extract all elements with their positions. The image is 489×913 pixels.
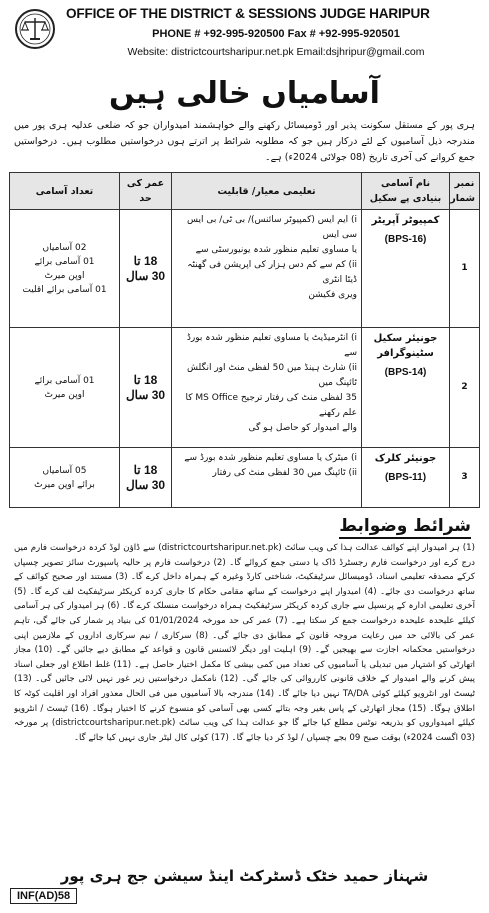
qualification-line: ویری فکیشن	[308, 290, 357, 300]
count-line: 05 آسامیاں	[42, 465, 87, 476]
phone-fax-line: PHONE # +92-995-920500 Fax # +92-995-920501	[152, 28, 400, 40]
scales-of-justice-seal-icon	[14, 8, 56, 50]
website-email-line: Website: districtcourtsharipur.net.pk Email:dsjhripur@gmail.com	[127, 46, 425, 58]
header-post-count: تعداد آسامی	[10, 173, 120, 210]
serial-number: 3	[450, 448, 480, 508]
main-title: آسامیاں خالی ہیں	[109, 76, 380, 111]
serial-number: 2	[450, 328, 480, 448]
qualification-cell	[172, 210, 362, 328]
count-line: برائے اوپن میرٹ	[34, 479, 95, 490]
age-from: 18 تا	[133, 253, 158, 268]
count-line: 01 آسامی برائے اقلیت	[22, 284, 107, 295]
inf-code-badge: INF(AD)58	[10, 888, 77, 904]
post-cell	[362, 210, 450, 328]
signature-line: شہناز حمید خٹک ڈسٹرکٹ اینڈ سیشن جج ہری پور	[60, 867, 429, 885]
age-cell	[120, 448, 172, 508]
count-line: اوپن میرٹ	[44, 270, 85, 281]
count-line: 02 آسامیاں	[42, 242, 87, 253]
count-cell	[10, 328, 120, 448]
table-row	[10, 328, 480, 448]
count-line: 01 آسامی برائے	[34, 375, 95, 386]
bps-scale: (BPS-14)	[384, 367, 427, 378]
qualification-line: یا مساوی تعلیم منظور شدہ یونیورسٹی سے	[195, 245, 357, 255]
terms-paragraph: (1) ہر امیدوار اپنے کوائف عدالت ہذا کی ویب سائٹ (districtcourtsharipur.net.pk) سے ڈاؤن لوڈ کردہ درخواست فارم میں درج کرے اور درخواست فارم رجسٹرڈ ڈاک یا دستی جمع کروائے گا۔ (2) درخواست فارم پر حالیہ پاسپورٹ سائز تصویر چسپاں کرکے مصدقہ تعلیمی اسناد، ڈومیسائل سرٹیفکیٹ، شناختی کارڈ وغیرہ کے ہمراہ داخل کرے گا۔ (3) مستند اور صحیح کوائف کے ساتھ درخواست دی جائے۔ (4) امیدوار اپنے درخواست کے ساتھ مقامی حکام کا جاری کردہ کریکٹر سرٹیفکیٹ لف کرے گا۔ (5) آخری تعلیمی ادارہ کے پرنسپل سے جاری کردہ کریکٹر سرٹیفکیٹ ہمراہ درخواست منسلک کرے گا۔ (6) ہر امیدوار کی ہر آسامی کیلئے علیحدہ علیحدہ درخواست جمع کر سکتا ہے۔ (7) عمر کی حد مورخہ 01/01/2024 کی بنیاد پر شمار کی جائے گی، تاہم عمر کی بالائی حد میں رعایت مروجہ قانون کے مطابق دی جائے گی۔ (8) سرکاری / نیم سرکاری اداروں کے ملازمین اپنی درخواستیں محکمانہ اجازت سے بھیجیں گے۔ (9) اہلیت اور دیگر لائسنس قانون و قواعد کے مطابق دیے جائیں گے۔ (10) مجاز اتھارٹی کو اشتہار میں تبدیلی یا آسامیوں کی تعداد میں کمی بیشی کا مکمل اختیار حاصل ہے۔ (11) غلط اطلاع اور جعلی اسناد پیش کرنے والے امیدوار کے خلاف قانونی کارروائی کی جائے گی۔ (12) نامکمل درخواستیں زیر غور نہیں لائی جائیں گی۔ (13) ٹیسٹ اور انٹرویو کیلئے کوئی TA/DA نہیں دیا جائے گا۔ (14) مندرجہ بالا آسامیوں میں فی الحال معذور افراد اور اقلیت کوٹہ کا اطلاق ہوگا۔ (15) مجاز اتھارٹی کے پاس بغیر وجہ بتائے کسی بھی آسامی کو منسوخ کرنے کا اختیار ہوگا۔ (16) ٹیسٹ / انٹرویو کیلئے امیدواروں کو بذریعہ نوٹس مطلع کیا جائے گا جو عدالت ہذا کی ویب سائٹ (districtcourtsharipur.net.pk) پر مورخہ (03 اگست 2024ء) بوقت صبح 09 بجے چسپاں / لوڈ کر دیا جائے گا۔ (17) کوئی کال لیٹر جاری نہیں کیا جائے گا۔	[14, 543, 475, 743]
post-cell	[362, 328, 450, 448]
qualification-line: ii) ٹائپنگ میں 30 لفظی منٹ کی رفتار	[212, 468, 357, 478]
table-row	[10, 448, 480, 508]
qualification-line: ii) کم سے کم دس ہزار کی اپریشن فی گھنٹہ ڈیٹا انٹری	[187, 260, 357, 285]
header-qualification: تعلیمی معیار/ قابلیت	[172, 173, 362, 210]
header-post-name: نام آسامی بنیادی پے سکیل	[362, 173, 450, 210]
qualification-line: i) میٹرک یا مساوی تعلیم منظور شدہ بورڈ سے	[184, 453, 357, 463]
qualification-cell	[172, 448, 362, 508]
intro-paragraph: ہری پور کے مستقل سکونت پذیر اور ڈومیسائل رکھنے والے خواہشمند امیدواران جو کہ ضلعی عدلیہ ہری پور میں مندرجہ ذیل آسامیوں کے لئے درکار ہیں جو کہ مطلوبہ شرائط پر اترتے ہوں درخواستیں مطلوب ہیں۔ درخواستیں جمع کروانے کی آخری تاریخ (08 جولائی 2024ء) ہے۔	[14, 120, 475, 163]
office-title: OFFICE OF THE DISTRICT & SESSIONS JUDGE HARIPUR	[66, 6, 430, 21]
post-name: جونیئر کلرک	[374, 453, 437, 464]
age-to: 30 سال	[125, 387, 166, 402]
count-cell	[10, 448, 120, 508]
count-cell	[10, 210, 120, 328]
qualification-cell	[172, 328, 362, 448]
age-from: 18 تا	[133, 462, 158, 477]
header	[6, 4, 483, 70]
age-to: 30 سال	[125, 477, 166, 492]
qualification-line: والے امیدوار کو حاصل ہو گی	[248, 423, 357, 433]
qualification-line: i) انٹرمیڈیٹ یا مساوی تعلیم منظور شدہ بورڈ سے	[186, 333, 357, 358]
header-serial: نمبر شمار	[450, 173, 480, 210]
age-cell	[120, 210, 172, 328]
count-line: اوپن میرٹ	[44, 389, 85, 400]
qualification-line: i) ایم ایس (کمپیوٹر سائنس)/ بی ٹی/ بی ایس سی ایس	[187, 215, 357, 240]
header-age-limit: عمر کی حد	[120, 173, 172, 210]
post-name: کمپیوٹر آپریٹر	[371, 215, 440, 226]
table-row	[10, 210, 480, 328]
bps-scale: (BPS-11)	[384, 472, 427, 483]
qualification-line: ii) شارٹ ہینڈ میں 50 لفظی منٹ اور انگلش ٹائپنگ میں	[187, 363, 357, 388]
qualification-line: 35 لفظی منٹ کی رفتار ترجیح MS Office کا علم رکھنے	[185, 393, 357, 418]
age-cell	[120, 328, 172, 448]
age-to: 30 سال	[125, 268, 166, 283]
post-cell	[362, 448, 450, 508]
post-name: جونیئر سکیل سٹینوگرافر	[373, 333, 438, 359]
count-line: 01 آسامی برائے	[34, 256, 95, 267]
terms-heading	[6, 516, 471, 539]
table-header-row	[10, 173, 480, 210]
serial-number: 1	[450, 210, 480, 328]
age-from: 18 تا	[133, 372, 158, 387]
bps-scale: (BPS-16)	[384, 234, 427, 245]
vacancy-table	[9, 172, 480, 508]
terms-heading-text: شرائط وضوابط	[339, 516, 471, 539]
